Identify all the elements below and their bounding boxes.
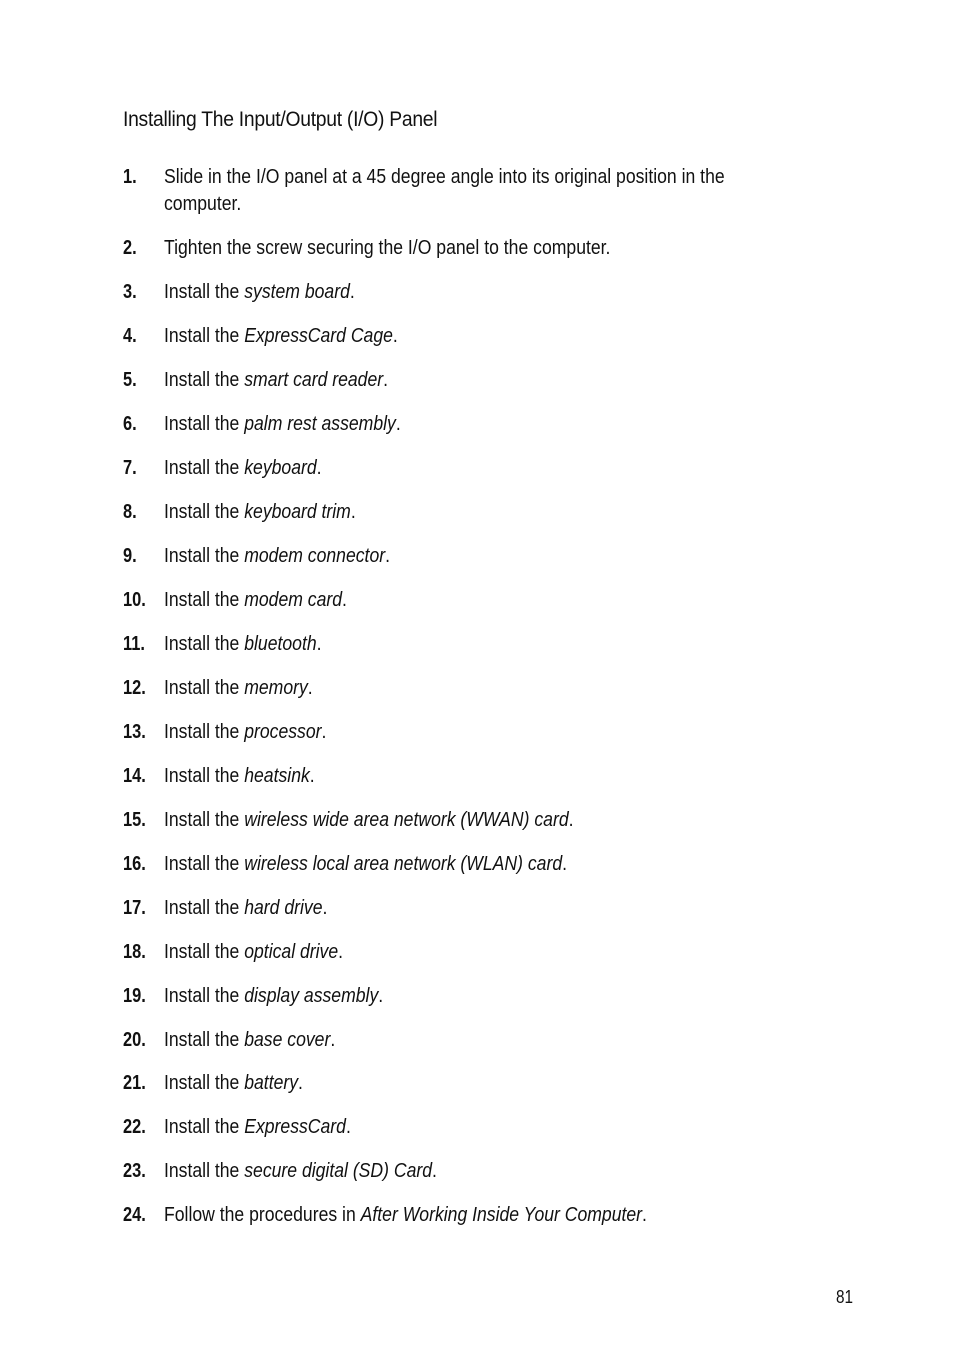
step-number: 22. bbox=[123, 1116, 146, 1138]
step-prefix: Install the bbox=[164, 457, 245, 479]
cross-reference-link[interactable]: ExpressCard Cage bbox=[244, 325, 393, 347]
step-text bbox=[164, 763, 859, 790]
cross-reference-link[interactable]: optical drive bbox=[244, 941, 339, 963]
cross-reference-link[interactable]: palm rest assembly bbox=[244, 413, 396, 435]
step-prefix: Install the bbox=[164, 369, 245, 391]
step-number: 24. bbox=[123, 1204, 146, 1226]
step-prefix: Install the bbox=[164, 1072, 245, 1094]
step-text bbox=[164, 1070, 859, 1097]
cross-reference-link[interactable]: ExpressCard bbox=[244, 1116, 346, 1138]
step-number: 16. bbox=[123, 853, 146, 875]
step-number: 7. bbox=[123, 457, 137, 479]
step-text bbox=[164, 983, 859, 1010]
step-prefix: Install the bbox=[164, 765, 245, 787]
step-prefix: Install the bbox=[164, 325, 245, 347]
section-heading: Installing The Input/Output (I/O) Panel bbox=[123, 108, 438, 131]
cross-reference-link[interactable]: After Working Inside Your Computer bbox=[360, 1204, 643, 1226]
step-prefix: Install the bbox=[164, 941, 245, 963]
step-number: 15. bbox=[123, 809, 146, 831]
step-number: 10. bbox=[123, 589, 146, 611]
step-prefix: Follow the procedures in bbox=[164, 1204, 361, 1226]
step-number: 11. bbox=[123, 633, 145, 655]
cross-reference-link[interactable]: modem card bbox=[244, 589, 343, 611]
step-suffix: . bbox=[350, 501, 356, 523]
step-suffix: . bbox=[392, 325, 398, 347]
cross-reference-link[interactable]: system board bbox=[244, 281, 350, 303]
step-number: 9. bbox=[123, 545, 137, 567]
step-text bbox=[164, 367, 859, 394]
step-text-line: Slide in the I/O panel at a 45 degree angle into its original position in the bbox=[164, 166, 725, 188]
step-number: 8. bbox=[123, 501, 137, 523]
step-suffix: . bbox=[568, 809, 574, 831]
step-prefix: Install the bbox=[164, 589, 245, 611]
step-text bbox=[164, 851, 859, 878]
step-suffix: . bbox=[309, 765, 315, 787]
step-suffix: . bbox=[349, 281, 355, 303]
step-text bbox=[164, 807, 859, 834]
step-prefix: Install the bbox=[164, 1160, 245, 1182]
step-prefix: Install the bbox=[164, 897, 245, 919]
step-text bbox=[164, 1202, 859, 1229]
cross-reference-link[interactable]: keyboard bbox=[244, 457, 317, 479]
cross-reference-link[interactable]: heatsink bbox=[244, 765, 310, 787]
step-number: 5. bbox=[123, 369, 137, 391]
cross-reference-link[interactable]: bluetooth bbox=[244, 633, 317, 655]
cross-reference-link[interactable]: memory bbox=[244, 677, 308, 699]
step-prefix: Install the bbox=[164, 1116, 245, 1138]
step-suffix: . bbox=[321, 721, 327, 743]
step-suffix: . bbox=[307, 677, 313, 699]
step-text bbox=[164, 164, 859, 218]
step-text bbox=[164, 1158, 859, 1185]
step-number: 14. bbox=[123, 765, 146, 787]
step-text bbox=[164, 543, 859, 570]
step-prefix: Install the bbox=[164, 1029, 245, 1051]
step-text bbox=[164, 719, 859, 746]
cross-reference-link[interactable]: smart card reader bbox=[244, 369, 384, 391]
step-suffix: . bbox=[378, 985, 384, 1007]
step-number: 3. bbox=[123, 281, 137, 303]
step-suffix: . bbox=[395, 413, 401, 435]
step-prefix: Install the bbox=[164, 721, 245, 743]
cross-reference-link[interactable]: secure digital (SD) Card bbox=[244, 1160, 433, 1182]
step-suffix: . bbox=[385, 545, 390, 567]
step-prefix: Install the bbox=[164, 281, 245, 303]
cross-reference-link[interactable]: base cover bbox=[244, 1029, 331, 1051]
step-prefix: Install the bbox=[164, 545, 245, 567]
step-prefix: Install the bbox=[164, 501, 245, 523]
step-suffix: . bbox=[642, 1204, 647, 1226]
step-text bbox=[164, 279, 859, 306]
step-suffix: . bbox=[322, 897, 328, 919]
step-number: 21. bbox=[123, 1072, 146, 1094]
step-prefix: Install the bbox=[164, 633, 245, 655]
step-suffix: . bbox=[432, 1160, 437, 1182]
step-prefix: Install the bbox=[164, 809, 245, 831]
step-text bbox=[164, 1114, 859, 1141]
step-suffix: . bbox=[330, 1029, 336, 1051]
cross-reference-link[interactable]: modem connector bbox=[244, 545, 386, 567]
step-text bbox=[164, 323, 859, 350]
cross-reference-link[interactable]: hard drive bbox=[244, 897, 323, 919]
step-number: 13. bbox=[123, 721, 146, 743]
step-text bbox=[164, 455, 859, 482]
step-suffix: . bbox=[338, 941, 344, 963]
step-text bbox=[164, 939, 859, 966]
cross-reference-link[interactable]: processor bbox=[244, 721, 322, 743]
cross-reference-link[interactable]: display assembly bbox=[244, 985, 379, 1007]
step-suffix: . bbox=[316, 457, 322, 479]
page-number: 81 bbox=[836, 1287, 854, 1307]
step-text bbox=[164, 1027, 859, 1054]
step-text bbox=[164, 411, 859, 438]
step-number: 18. bbox=[123, 941, 146, 963]
step-number: 1. bbox=[123, 166, 137, 188]
cross-reference-link[interactable]: wireless local area network (WLAN) card bbox=[244, 853, 563, 875]
cross-reference-link[interactable]: battery bbox=[244, 1072, 299, 1094]
step-number: 20. bbox=[123, 1029, 146, 1051]
step-text: Tighten the screw securing the I/O panel to the computer. bbox=[164, 237, 611, 259]
step-number: 4. bbox=[123, 325, 137, 347]
step-number: 23. bbox=[123, 1160, 146, 1182]
step-suffix: . bbox=[342, 589, 347, 611]
cross-reference-link[interactable]: wireless wide area network (WWAN) card bbox=[244, 809, 569, 831]
step-suffix: . bbox=[345, 1116, 351, 1138]
step-text bbox=[164, 895, 859, 922]
step-prefix: Install the bbox=[164, 985, 245, 1007]
step-number: 12. bbox=[123, 677, 146, 699]
step-text-line: computer. bbox=[164, 193, 242, 215]
step-number: 2. bbox=[123, 237, 137, 259]
step-suffix: . bbox=[316, 633, 322, 655]
step-number: 17. bbox=[123, 897, 146, 919]
step-number: 19. bbox=[123, 985, 146, 1007]
cross-reference-link[interactable]: keyboard trim bbox=[244, 501, 351, 523]
step-text bbox=[164, 675, 859, 702]
step-number: 6. bbox=[123, 413, 137, 435]
step-suffix: . bbox=[562, 853, 568, 875]
step-prefix: Install the bbox=[164, 677, 245, 699]
step-text bbox=[164, 499, 859, 526]
step-text bbox=[164, 587, 859, 614]
step-suffix: . bbox=[298, 1072, 303, 1094]
step-text bbox=[164, 631, 859, 658]
step-suffix: . bbox=[383, 369, 389, 391]
step-prefix: Install the bbox=[164, 853, 245, 875]
step-prefix: Install the bbox=[164, 413, 245, 435]
